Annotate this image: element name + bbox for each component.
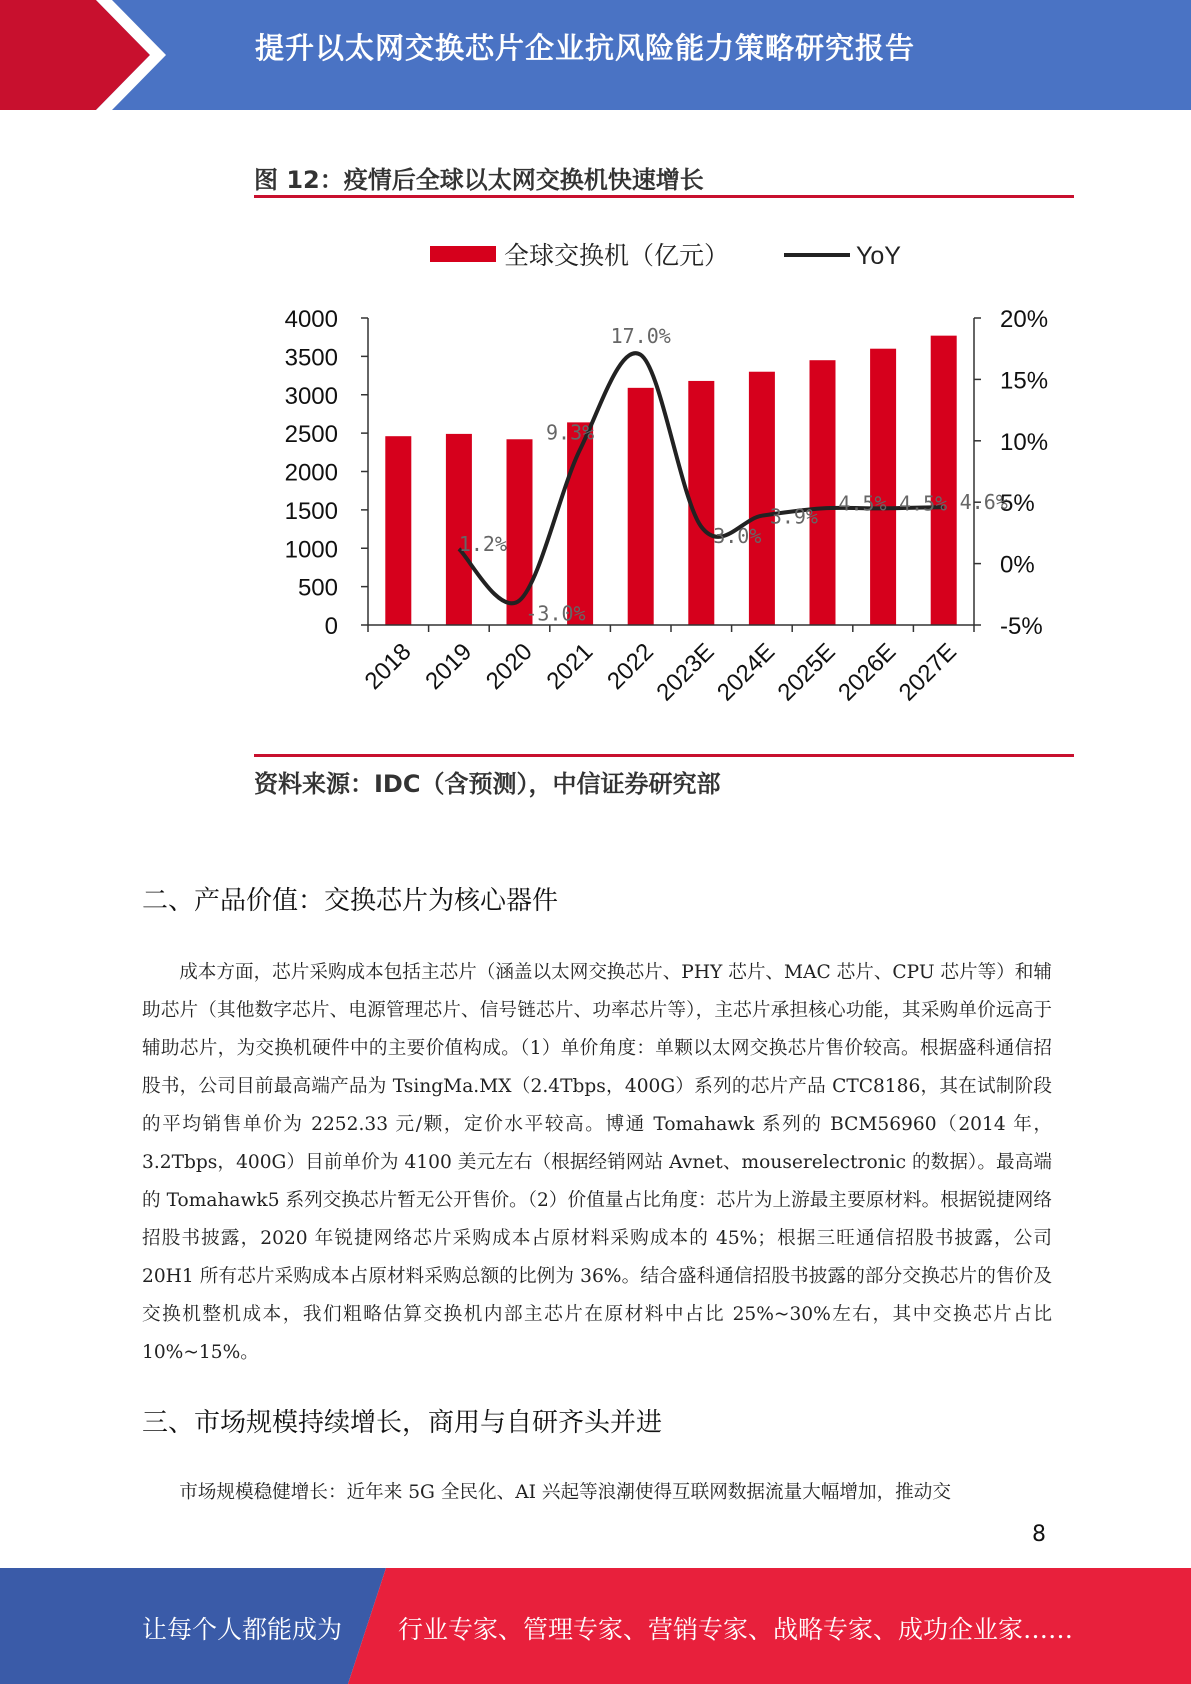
x-tick-label-2019: 2019: [420, 638, 478, 695]
right-tick-label: 15%: [1000, 367, 1049, 395]
right-tick-label: 20%: [1000, 306, 1049, 333]
yoy-label-2024E: 3.9%: [769, 504, 818, 529]
figure-top-rule: [254, 195, 1074, 198]
x-tick-label-2023E: 2023E: [651, 638, 720, 707]
bar-2026E: [870, 349, 896, 625]
x-tick-label-2024E: 2024E: [711, 638, 781, 707]
yoy-label-2025E: 4.5%: [838, 491, 887, 516]
page-footer: [0, 1568, 1191, 1684]
yoy-label-2023E: 3.0%: [713, 523, 762, 548]
legend-label-switch: 全球交换机（亿元）: [504, 241, 730, 270]
yoy-label-2027E: 4.6%: [959, 490, 1008, 515]
bar-2022: [628, 388, 654, 625]
x-tick-label-2020: 2020: [480, 638, 538, 695]
page-number: 8: [1032, 1522, 1046, 1547]
paragraph-market-size: 市场规模稳健增长：近年来 5G 全民化、AI 兴起等浪潮使得互联网数据流量大幅增加，推动交: [179, 1482, 951, 1503]
yoy-label-2021: 9.3%: [546, 420, 595, 445]
left-tick-label: 2000: [284, 459, 338, 487]
legend-label-yoy: YoY: [856, 242, 901, 270]
bar-2027E: [931, 336, 957, 625]
bar-2020: [507, 439, 533, 625]
section-heading-market-size: 三、市场规模持续增长，商用与自研齐头并进: [142, 1408, 663, 1438]
left-tick-label: 3000: [284, 382, 338, 410]
page-header: [0, 0, 1191, 110]
x-tick-label-2022: 2022: [602, 638, 659, 695]
x-tick-label-2021: 2021: [541, 638, 599, 695]
x-tick-label-2018: 2018: [359, 638, 417, 695]
footer-slogan-left: 让每个人都能成为: [142, 1615, 343, 1644]
left-tick-label: 0: [324, 613, 338, 640]
yoy-label-2022: 17.0%: [610, 323, 671, 348]
yoy-label-2020: -3.0%: [525, 601, 586, 626]
switch-market-chart: [254, 200, 1074, 750]
figure-source: 资料来源：IDC（含预测），中信证券研究部: [254, 770, 721, 798]
report-title: 提升以太网交换芯片企业抗风险能力策略研究报告: [255, 31, 916, 65]
left-tick-label: 2500: [284, 421, 338, 449]
bar-2019: [446, 434, 472, 625]
right-tick-label: 5%: [1000, 490, 1035, 518]
footer-slogan-right: 行业专家、管理专家、营销专家、战略专家、成功企业家……: [398, 1615, 1074, 1644]
x-tick-label-2025E: 2025E: [772, 638, 841, 707]
left-tick-label: 1000: [284, 536, 338, 564]
left-tick-label: 3500: [284, 344, 338, 372]
bar-2025E: [810, 360, 836, 625]
left-tick-label: 4000: [284, 306, 338, 333]
section-heading-product-value: 二、产品价值：交换芯片为核心器件: [142, 886, 559, 916]
bar-2018: [385, 436, 411, 625]
right-tick-label: -5%: [1000, 613, 1043, 640]
left-tick-label: 1500: [284, 497, 338, 525]
figure-bottom-rule: [254, 754, 1074, 757]
paragraph-product-value: 成本方面，芯片采购成本包括主芯片（涵盖以太网交换芯片、PHY 芯片、MAC 芯片、CPU 芯片等）和辅助芯片（其他数字芯片、电源管理芯片、信号链芯片、功率芯片等），主芯片承担核心功能，其采购单价远高于辅助芯片，为交换机硬件中的主要价值构成。（1）单价角度：单颗以太网交换芯片售价较高。根据盛科通信招股书，公司目前最高端产品为 TsingMa.MX（2.4Tbps，400G）系列的芯片产品 CTC8186，其在试制阶段的平均销售单价为 2252.33 元/颗，定价水平较高。博通 Tomahawk 系列的 BCM56960（2014 年，3.2Tbps，400G）目前单价为 4100 美元左右（根据经销网站 Avnet、mouserelectronic 的数据）。最高端的 Tomahawk5 系列交换芯片暂无公开售价。（2）价值量占比角度：芯片为上游最主要原材料。根据锐捷网络招股书披露，2020 年锐捷网络芯片采购成本占原材料采购成本的 45%；根据三旺通信招股书披露，公司 20H1 所有芯片采购成本占原材料采购总额的比例为 36%。结合盛科通信招股书披露的部分交换芯片的售价及交换机整机成本，我们粗略估算交换机内部主芯片在原材料中占比 25%~30%左右，其中交换芯片占比 10%~15%。: [142, 962, 1052, 1363]
yoy-label-2019: 1.2%: [458, 531, 507, 556]
figure-title: 图 12：疫情后全球以太网交换机快速增长: [254, 166, 704, 194]
right-tick-label: 10%: [1000, 428, 1049, 456]
legend-swatch-switch: [430, 246, 496, 262]
x-tick-label-2027E: 2027E: [893, 638, 962, 707]
x-tick-label-2026E: 2026E: [833, 638, 902, 707]
yoy-label-2026E: 4.5%: [899, 491, 948, 516]
left-tick-label: 500: [297, 574, 338, 602]
right-tick-label: 0%: [1000, 551, 1035, 579]
bar-2024E: [749, 372, 775, 625]
